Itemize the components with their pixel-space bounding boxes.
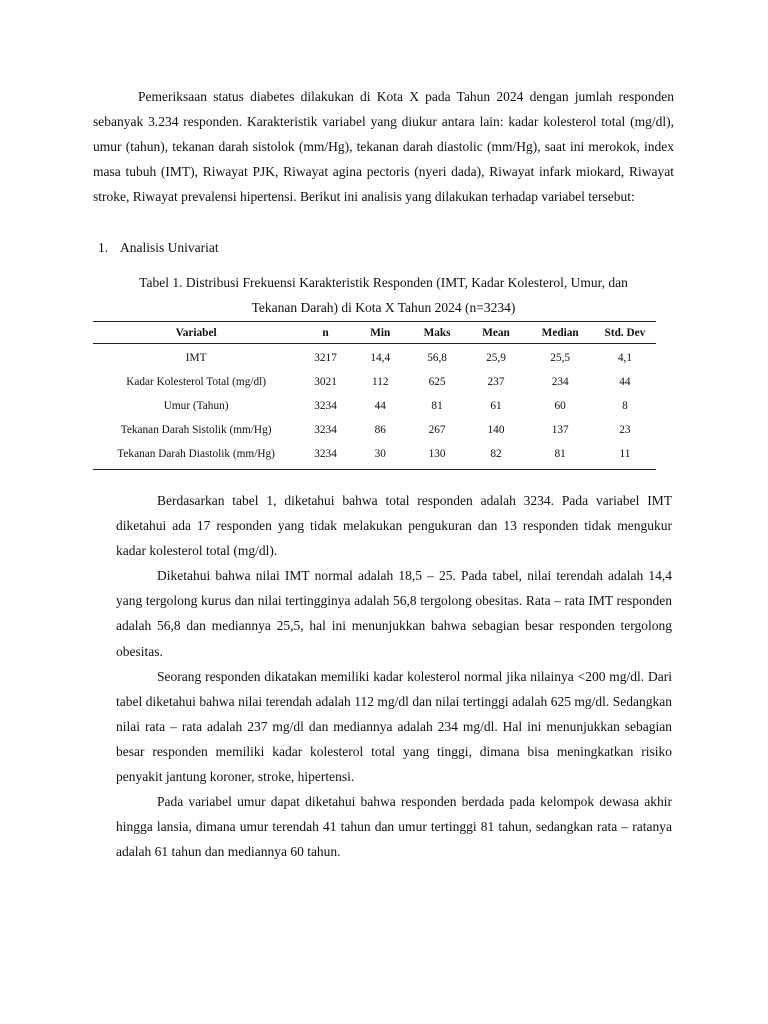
cell-maks: 130	[428, 448, 446, 460]
discussion-paragraph-3: Seorang responden dikatakan memiliki kadar kolesterol normal jika nilainya <200 mg/dl. Dari tabel diketahui bahwa nilai terendah adalah 112 mg/dl dan nilai tertinggi adalah 625 mg/dl. Sedangkan nilai rata – rata adalah 237 mg/dl dan mediannya adalah 234 mg/dl. Hal ini menunjukkan sebagian besar responden memiliki kadar kolesterol total yang tinggi, dimana bisa meningkatkan risiko penyakit jantung koroner, stroke, hipertensi.	[116, 668, 672, 785]
characteristics-table	[93, 321, 656, 470]
cell-variabel: Kadar Kolesterol Total (mg/dl)	[126, 376, 267, 388]
section-title: Analisis Univariat	[120, 240, 219, 255]
discussion-paragraph-2: Diketahui bahwa nilai IMT normal adalah 18,5 – 25. Pada tabel, nilai terendah adalah 14,4 yang tergolong kurus dan nilai tertingginya adalah 56,8 tergolong obesitas. Rata – rata IMT responden adalah 56,8 dan mediannya 25,5, hal ini menunjukkan bahwa sebagian besar responden tergolong obesitas.	[116, 568, 672, 659]
intro-section	[93, 84, 674, 209]
discussion-paragraph-1: Berdasarkan tabel 1, diketahui bahwa total responden adalah 3234. Pada variabel IMT diketahui ada 17 responden yang tidak melakukan pengukuran dan 13 responden tidak mengukur kadar kolesterol total (mg/dl).	[116, 493, 672, 559]
header-std-dev: Std. Dev	[604, 326, 646, 339]
cell-std-dev: 23	[619, 424, 631, 436]
cell-min: 86	[374, 424, 386, 436]
cell-min: 30	[374, 448, 386, 460]
cell-maks: 56,8	[427, 352, 447, 364]
table-row	[93, 394, 656, 418]
cell-mean: 25,9	[486, 352, 506, 364]
cell-median: 234	[551, 376, 569, 388]
cell-min: 44	[374, 400, 386, 412]
cell-maks: 625	[428, 376, 446, 388]
cell-variabel: Tekanan Darah Diastolik (mm/Hg)	[117, 448, 275, 460]
cell-n: 3217	[314, 352, 337, 364]
cell-std-dev: 44	[619, 376, 631, 388]
discussion-section	[116, 488, 672, 864]
header-variabel: Variabel	[175, 326, 217, 339]
header-min: Min	[370, 326, 391, 339]
discussion-paragraph-4: Pada variabel umur dapat diketahui bahwa responden berdada pada kelompok dewasa akhir hingga lansia, dimana umur terendah 41 tahun dan umur tertinggi 81 tahun, sedangkan rata – ratanya adalah 61 tahun dan mediannya 60 tahun.	[116, 794, 672, 860]
cell-n: 3021	[314, 376, 337, 388]
cell-std-dev: 4,1	[617, 352, 632, 364]
table-row	[93, 370, 656, 394]
table-row	[93, 442, 656, 470]
cell-min: 14,4	[370, 352, 391, 364]
header-maks: Maks	[423, 326, 451, 339]
table-caption	[93, 270, 674, 320]
cell-maks: 267	[428, 424, 446, 436]
cell-n: 3234	[314, 400, 337, 412]
table-row	[93, 344, 656, 371]
cell-median: 25,5	[550, 352, 571, 364]
cell-std-dev: 8	[622, 400, 628, 412]
cell-mean: 140	[487, 424, 505, 436]
table-row	[93, 418, 656, 442]
table-caption-line-1: Tabel 1. Distribusi Frekuensi Karakteristik Responden (IMT, Kadar Kolesterol, Umur, dan	[139, 275, 628, 290]
table-header-row	[93, 322, 656, 344]
cell-median: 60	[554, 400, 566, 412]
cell-n: 3234	[314, 448, 337, 460]
cell-median: 81	[554, 448, 566, 460]
cell-mean: 237	[487, 376, 505, 388]
cell-std-dev: 11	[619, 448, 631, 460]
cell-min: 112	[372, 376, 389, 388]
table-caption-line-2: Tekanan Darah) di Kota X Tahun 2024 (n=3234)	[251, 300, 516, 315]
cell-mean: 61	[490, 400, 502, 412]
header-n: n	[322, 326, 329, 339]
cell-variabel: Tekanan Darah Sistolik (mm/Hg)	[120, 424, 272, 436]
cell-mean: 82	[490, 448, 502, 460]
cell-maks: 81	[431, 400, 443, 412]
section-number: 1.	[98, 240, 109, 255]
cell-n: 3234	[314, 424, 337, 436]
cell-variabel: Umur (Tahun)	[163, 400, 229, 412]
cell-variabel: IMT	[185, 352, 207, 364]
header-median: Median	[541, 326, 579, 339]
cell-median: 137	[551, 424, 569, 436]
section-heading	[98, 235, 219, 260]
intro-paragraph: Pemeriksaan status diabetes dilakukan di Kota X pada Tahun 2024 dengan jumlah responden sebanyak 3.234 responden. Karakteristik variabel yang diukur antara lain: kadar kolesterol total (mg/dl), umur (tahun), tekanan darah sistolok (mm/Hg), tekanan darah diastolic (mm/Hg), saat ini merokok, index masa tubuh (IMT), Riwayat PJK, Riwayat agina pectoris (nyeri dada), Riwayat infark miokard, Riwayat stroke, Riwayat prevalensi hipertensi. Berikut ini analisis yang dilakukan terhadap variabel tersebut:	[93, 89, 674, 204]
header-mean: Mean	[482, 326, 510, 339]
